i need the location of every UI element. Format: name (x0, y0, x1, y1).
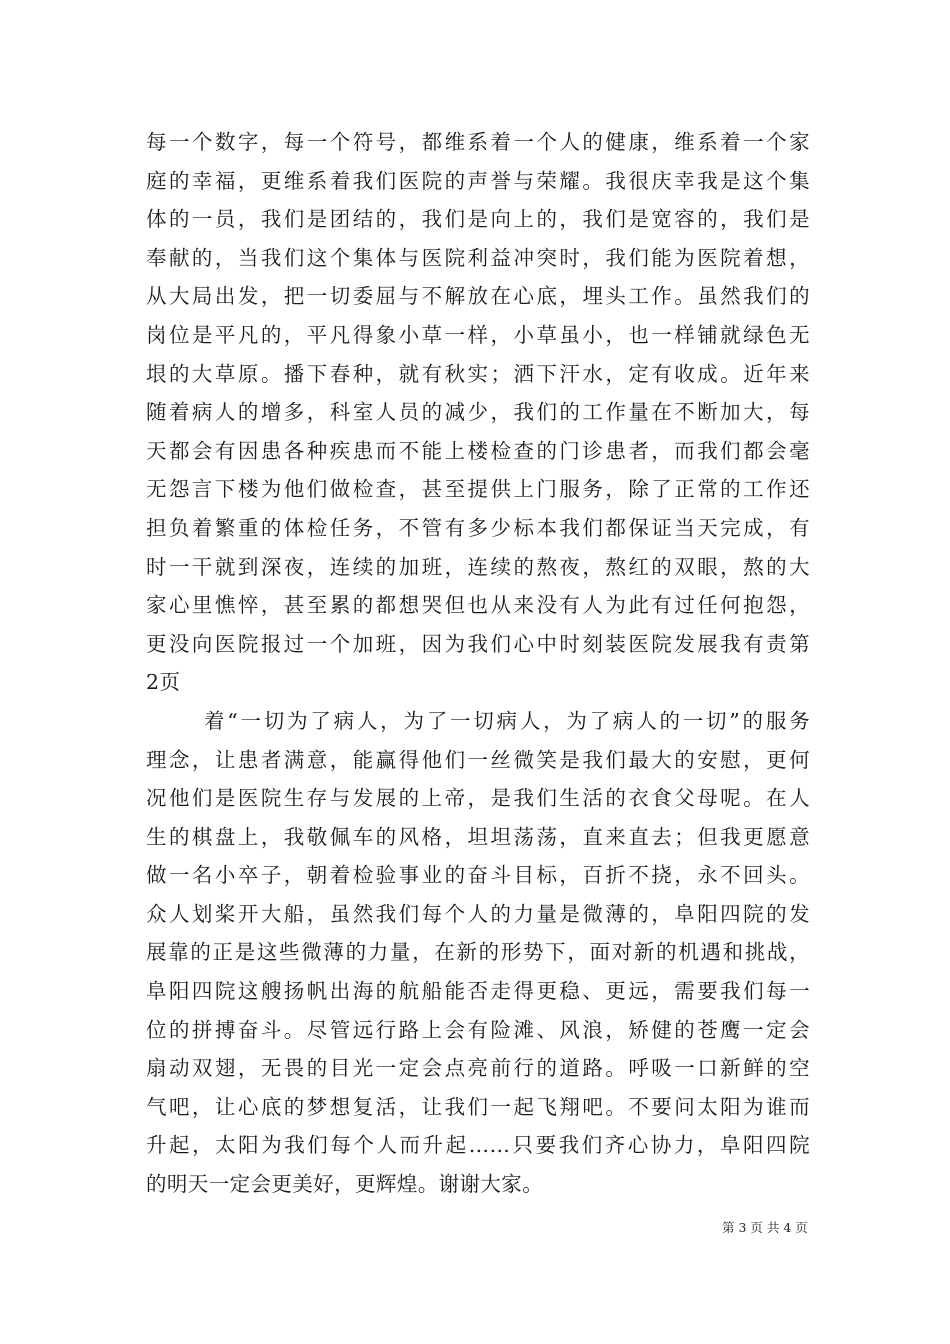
text-line: 的明天一定会更美好，更辉煌。谢谢大家。 (146, 1172, 544, 1197)
text-line: 做一名小卒子，朝着检验事业的奋斗目标，百折不挠，永不回头。 (146, 863, 810, 888)
text-line: 阜阳四院这艘扬帆出海的航船能否走得更稳、更远，需要我们每一 (146, 979, 810, 1004)
text-line: 家心里憔悴，甚至累的都想哭但也从来没有人为此有过任何抱怨， (146, 593, 810, 618)
text-line: 更没向医院报过一个加班，因为我们心中时刻装医院发展我有责第 (146, 631, 810, 656)
text-line: 众人划桨开大船，虽然我们每个人的力量是微薄的，阜阳四院的发 (146, 901, 810, 926)
page-footer: 第 3 页 共 4 页 (722, 1220, 808, 1235)
inline-page-number: 2页 (146, 670, 181, 695)
text-line: 生的棋盘上，我敬佩车的风格，坦坦荡荡，直来直去；但我更愿意 (146, 824, 810, 849)
text-line: 扇动双翅，无畏的目光一定会点亮前行的道路。呼吸一口新鲜的空 (146, 1056, 810, 1081)
text-line: 随着病人的增多，科室人员的减少，我们的工作量在不断加大，每 (146, 400, 810, 425)
text-line: 无怨言下楼为他们做检查，甚至提供上门服务，除了正常的工作还 (146, 477, 810, 502)
text-line: 着“一切为了病人，为了一切病人，为了病人的一切”的服务 (204, 708, 810, 733)
text-line: 从大局出发，把一切委屈与不解放在心底，埋头工作。虽然我们的 (146, 284, 810, 309)
text-line: 奉献的，当我们这个集体与医院利益冲突时，我们能为医院着想， (146, 245, 810, 270)
text-line: 垠的大草原。播下春种，就有秋实；洒下汗水，定有收成。近年来 (146, 361, 810, 386)
text-line: 每一个数字，每一个符号，都维系着一个人的健康，维系着一个家 (146, 130, 810, 154)
text-line: 担负着繁重的体检任务，不管有多少标本我们都保证当天完成，有 (146, 515, 810, 540)
text-line: 岗位是平凡的，平凡得象小草一样，小草虽小，也一样铺就绿色无 (146, 322, 810, 347)
text-line: 升起，太阳为我们每个人而升起……只要我们齐心协力，阜阳四院 (146, 1133, 810, 1158)
body-text (146, 123, 810, 1204)
text-line: 展靠的正是这些微薄的力量，在新的形势下，面对新的机遇和挑战， (146, 940, 810, 965)
text-line: 体的一员，我们是团结的，我们是向上的，我们是宽容的，我们是 (146, 207, 810, 232)
text-line: 气吧，让心底的梦想复活，让我们一起飞翔吧。不要问太阳为谁而 (146, 1094, 810, 1119)
text-line: 理念，让患者满意，能赢得他们一丝微笑是我们最大的安慰，更何 (146, 747, 810, 772)
text-line: 天都会有因患各种疾患而不能上楼检查的门诊患者，而我们都会毫 (146, 438, 810, 463)
text-line: 庭的幸福，更维系着我们医院的声誉与荣耀。我很庆幸我是这个集 (146, 168, 810, 193)
text-line: 位的拼搏奋斗。尽管远行路上会有险滩、风浪，矫健的苍鹰一定会 (146, 1017, 810, 1042)
text-line: 况他们是医院生存与发展的上帝，是我们生活的衣食父母呢。在人 (146, 786, 810, 811)
text-line: 时一干就到深夜，连续的加班，连续的熬夜，熬红的双眼，熬的大 (146, 554, 810, 579)
